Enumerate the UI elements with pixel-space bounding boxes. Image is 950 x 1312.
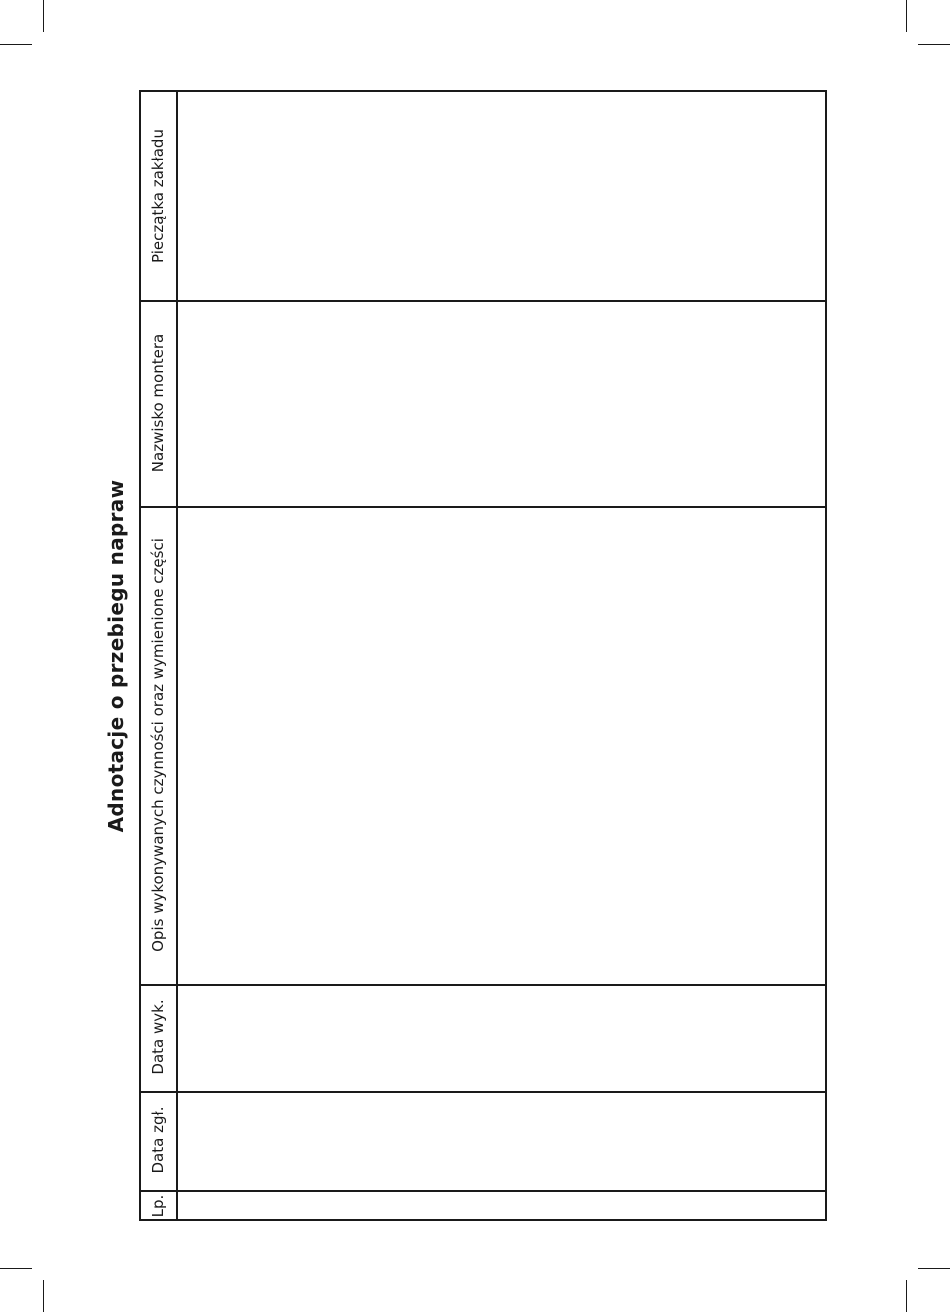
- column-header-nazwisko: Nazwisko montera: [149, 333, 167, 473]
- crop-mark-bottom-left-v: [43, 1280, 44, 1312]
- cell-data-wyk[interactable]: [178, 986, 825, 1091]
- crop-mark-top-left-h: [0, 44, 32, 45]
- cell-nazwisko[interactable]: [178, 302, 825, 506]
- cell-data-zgl[interactable]: [178, 1093, 825, 1190]
- crop-mark-bottom-left-h: [0, 1268, 32, 1269]
- crop-mark-top-right-v: [906, 0, 907, 32]
- crop-mark-bottom-right-v: [906, 1280, 907, 1312]
- column-header-data-wyk: Data wyk.: [149, 999, 167, 1075]
- cell-opis[interactable]: [178, 508, 825, 984]
- column-header-pieczatka: Pieczątka zakładu: [149, 129, 167, 263]
- cell-pieczatka[interactable]: [178, 92, 825, 300]
- column-header-lp: Lp.: [149, 1194, 167, 1218]
- crop-mark-top-left-v: [43, 0, 44, 32]
- page-title: Adnotacje o przebiegu napraw: [104, 479, 128, 833]
- crop-mark-top-right-h: [918, 44, 950, 45]
- column-header-data-zgl: Data zgł.: [149, 1106, 167, 1174]
- crop-mark-bottom-right-h: [918, 1268, 950, 1269]
- column-header-opis: Opis wykonywanych czynności oraz wymienione części: [149, 538, 167, 952]
- cell-lp[interactable]: [178, 1192, 825, 1219]
- repair-log-table: [139, 90, 827, 1221]
